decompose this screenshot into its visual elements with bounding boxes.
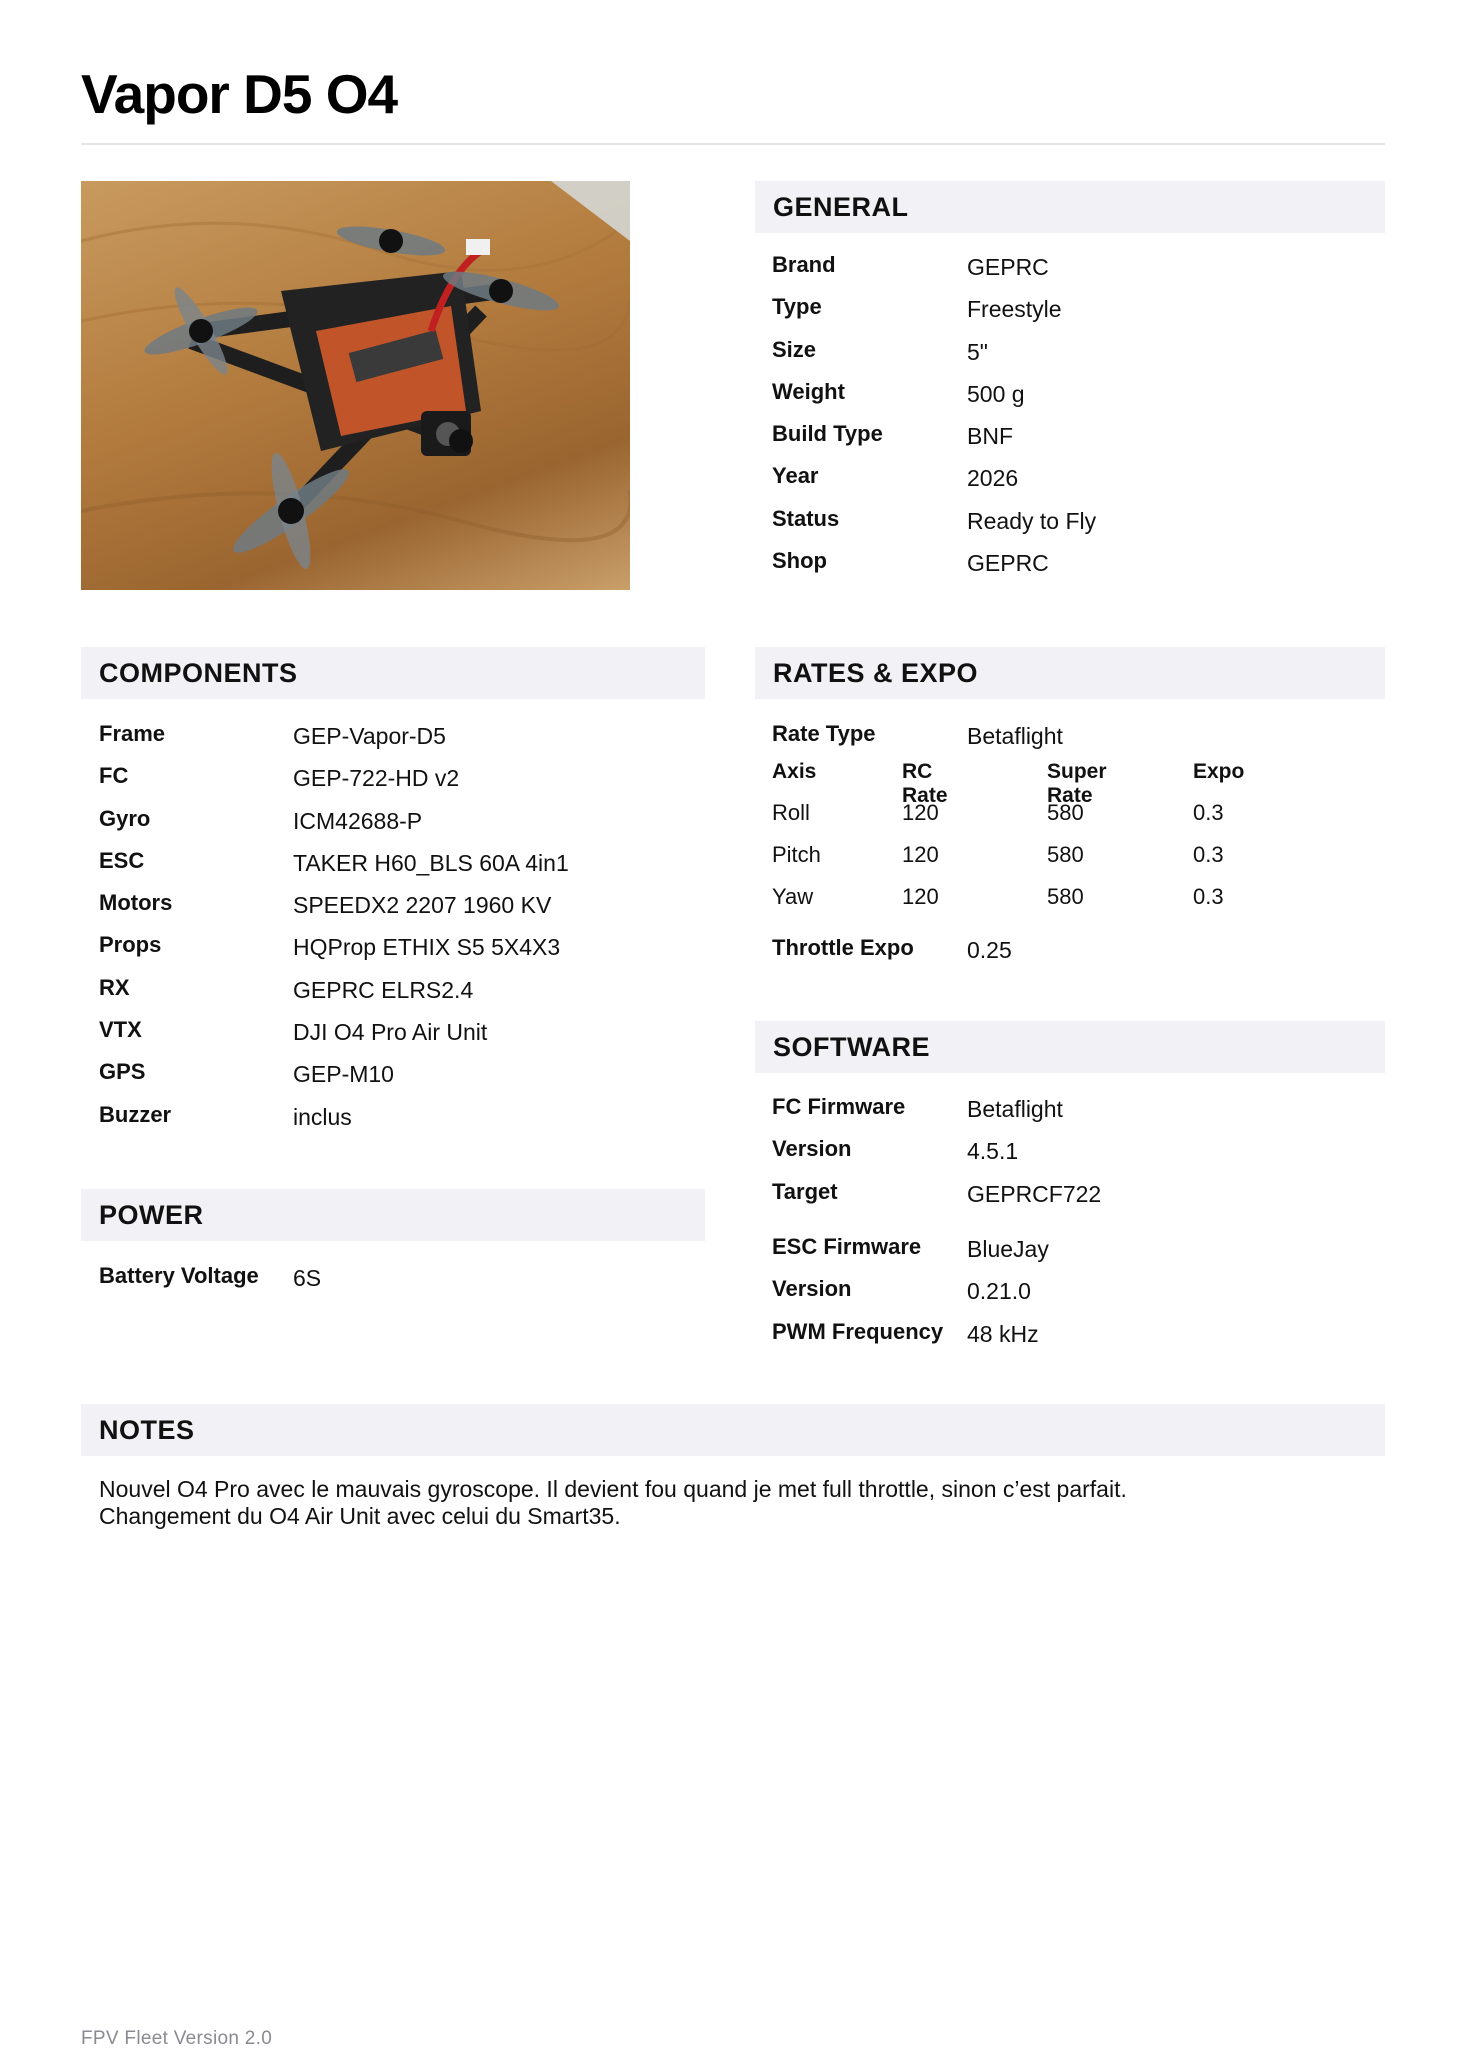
- table-cell: 120: [902, 884, 939, 909]
- drone-photo: [81, 181, 630, 590]
- field-value: GEPRC ELRS2.4: [293, 976, 474, 1003]
- table-cell: 120: [902, 842, 939, 867]
- field-value: GEP-M10: [293, 1061, 394, 1088]
- component-row-buzzer: [99, 1102, 699, 1144]
- page-title: Vapor D5 O4: [81, 63, 398, 125]
- software-esc-list: [772, 1234, 1372, 1361]
- table-cell: Pitch: [772, 842, 821, 867]
- field-value: 5": [967, 338, 988, 365]
- field-label: GPS: [99, 1059, 146, 1085]
- table-cell: 580: [1047, 884, 1084, 909]
- field-value: GEPRC: [967, 550, 1049, 577]
- field-label: Target: [772, 1178, 838, 1204]
- field-value: Ready to Fly: [967, 507, 1097, 534]
- field-value: 6S: [293, 1265, 322, 1291]
- general-row-year: [772, 463, 1372, 505]
- component-row-fc: [99, 763, 699, 805]
- software-row-target: [772, 1179, 1372, 1221]
- field-value: 4.5.1: [967, 1138, 1019, 1165]
- field-value: TAKER H60_BLS 60A 4in1: [293, 849, 569, 876]
- field-label: ESC Firmware: [772, 1234, 922, 1259]
- power-heading: POWER: [81, 1189, 705, 1241]
- field-label: Buzzer: [99, 1101, 172, 1127]
- component-row-vtx: [99, 1017, 699, 1059]
- field-value: Betaflight: [967, 1096, 1063, 1122]
- component-row-esc: [99, 848, 699, 890]
- field-label: Brand: [772, 252, 836, 277]
- field-value: GEP-Vapor-D5: [293, 723, 446, 749]
- field-value: 500 g: [967, 380, 1025, 407]
- field-label: Size: [772, 336, 817, 362]
- field-label: Weight: [772, 378, 845, 404]
- component-row-rx: [99, 975, 699, 1017]
- field-label: ESC: [99, 847, 145, 873]
- software-fc-list: [772, 1094, 1372, 1221]
- field-value: BNF: [967, 423, 1013, 450]
- field-value: GEPRCF722: [967, 1180, 1102, 1207]
- field-label: Version: [772, 1276, 852, 1302]
- component-row-gyro: [99, 806, 699, 848]
- column-header-axis: Axis: [772, 760, 817, 783]
- notes-heading: NOTES: [81, 1404, 1385, 1456]
- throttle-expo-value: 0.25: [967, 937, 1012, 963]
- general-row-type: [772, 294, 1372, 336]
- components-heading: COMPONENTS: [81, 647, 705, 699]
- field-value: DJI O4 Pro Air Unit: [293, 1019, 488, 1046]
- table-cell: Roll: [772, 800, 810, 825]
- field-label: PWM Frequency: [772, 1318, 944, 1344]
- field-value: SPEEDX2 2207 1960 KV: [293, 892, 552, 919]
- column-header-rc-rate: RC Rate: [902, 760, 948, 807]
- table-cell: 580: [1047, 800, 1084, 825]
- software-row-esc-firmware: [772, 1234, 1372, 1276]
- field-label: Props: [99, 932, 162, 958]
- field-value: Freestyle: [967, 296, 1062, 323]
- general-row-shop: [772, 548, 1372, 590]
- field-label: Year: [772, 463, 819, 489]
- rates-heading: RATES & EXPO: [755, 647, 1385, 699]
- software-row-pwm-frequency: [772, 1319, 1372, 1361]
- field-label: Shop: [772, 548, 827, 574]
- field-label: Motors: [99, 890, 173, 916]
- general-row-status: [772, 506, 1372, 548]
- field-value: ICM42688-P: [293, 807, 423, 834]
- footer-version: FPV Fleet Version 2.0: [81, 2028, 273, 2049]
- component-row-gps: [99, 1059, 699, 1101]
- notes-text: [99, 1476, 1369, 1530]
- table-cell: 0.3: [1193, 800, 1224, 825]
- throttle-expo-label: Throttle Expo: [772, 935, 914, 960]
- software-row-fc-firmware: [772, 1094, 1372, 1136]
- table-cell: 0.3: [1193, 842, 1224, 867]
- field-label: Status: [772, 505, 840, 531]
- column-header-super-rate: Super Rate: [1047, 760, 1107, 807]
- component-row-props: [99, 932, 699, 974]
- general-row-build-type: [772, 421, 1372, 463]
- field-value: GEP-722-HD v2: [293, 765, 460, 792]
- field-label: Gyro: [99, 805, 151, 831]
- table-cell: 120: [902, 800, 939, 825]
- field-label: RX: [99, 974, 130, 1000]
- component-row-frame: [99, 721, 699, 763]
- general-heading: GENERAL: [755, 181, 1385, 233]
- throttle-expo-row: [772, 935, 1372, 977]
- field-label: Frame: [99, 721, 166, 746]
- rate-type-label: Rate Type: [772, 721, 876, 746]
- field-label: Build Type: [772, 421, 883, 447]
- general-row-size: [772, 337, 1372, 379]
- field-label: FC: [99, 763, 129, 789]
- field-value: 0.21.0: [967, 1278, 1031, 1305]
- rate-type-value: Betaflight: [967, 723, 1063, 749]
- column-header-expo: Expo: [1193, 760, 1245, 783]
- power-row-battery-voltage: [99, 1263, 699, 1305]
- power-list: [99, 1263, 699, 1305]
- field-value: BlueJay: [967, 1236, 1049, 1262]
- title-divider: [81, 143, 1385, 145]
- field-value: GEPRC: [967, 254, 1049, 280]
- notes-line: Nouvel O4 Pro avec le mauvais gyroscope. Il devient fou quand je met full throttle, sinon c’est parfait.: [99, 1476, 1127, 1502]
- field-label: Version: [772, 1136, 852, 1162]
- field-value: HQProp ETHIX S5 5X4X3: [293, 934, 561, 961]
- table-cell: 0.3: [1193, 884, 1224, 909]
- table-cell: Yaw: [772, 884, 814, 909]
- general-row-brand: [772, 252, 1372, 294]
- component-row-motors: [99, 890, 699, 932]
- components-list: [99, 721, 699, 1144]
- general-list: [772, 252, 1372, 590]
- software-row-fc-version: [772, 1136, 1372, 1178]
- field-label: Type: [772, 294, 822, 320]
- field-label: VTX: [99, 1017, 142, 1043]
- field-value: 48 kHz: [967, 1320, 1039, 1347]
- field-value: 2026: [967, 465, 1019, 492]
- field-label: FC Firmware: [772, 1094, 906, 1119]
- general-row-weight: [772, 379, 1372, 421]
- field-value: inclus: [293, 1103, 352, 1130]
- software-heading: SOFTWARE: [755, 1021, 1385, 1073]
- drone-icon: [81, 181, 630, 590]
- notes-line: Changement du O4 Air Unit avec celui du Smart35.: [99, 1503, 621, 1529]
- field-label: Battery Voltage: [99, 1263, 259, 1288]
- software-row-esc-version: [772, 1276, 1372, 1318]
- rate-type-row: [772, 721, 1372, 763]
- table-cell: 580: [1047, 842, 1084, 867]
